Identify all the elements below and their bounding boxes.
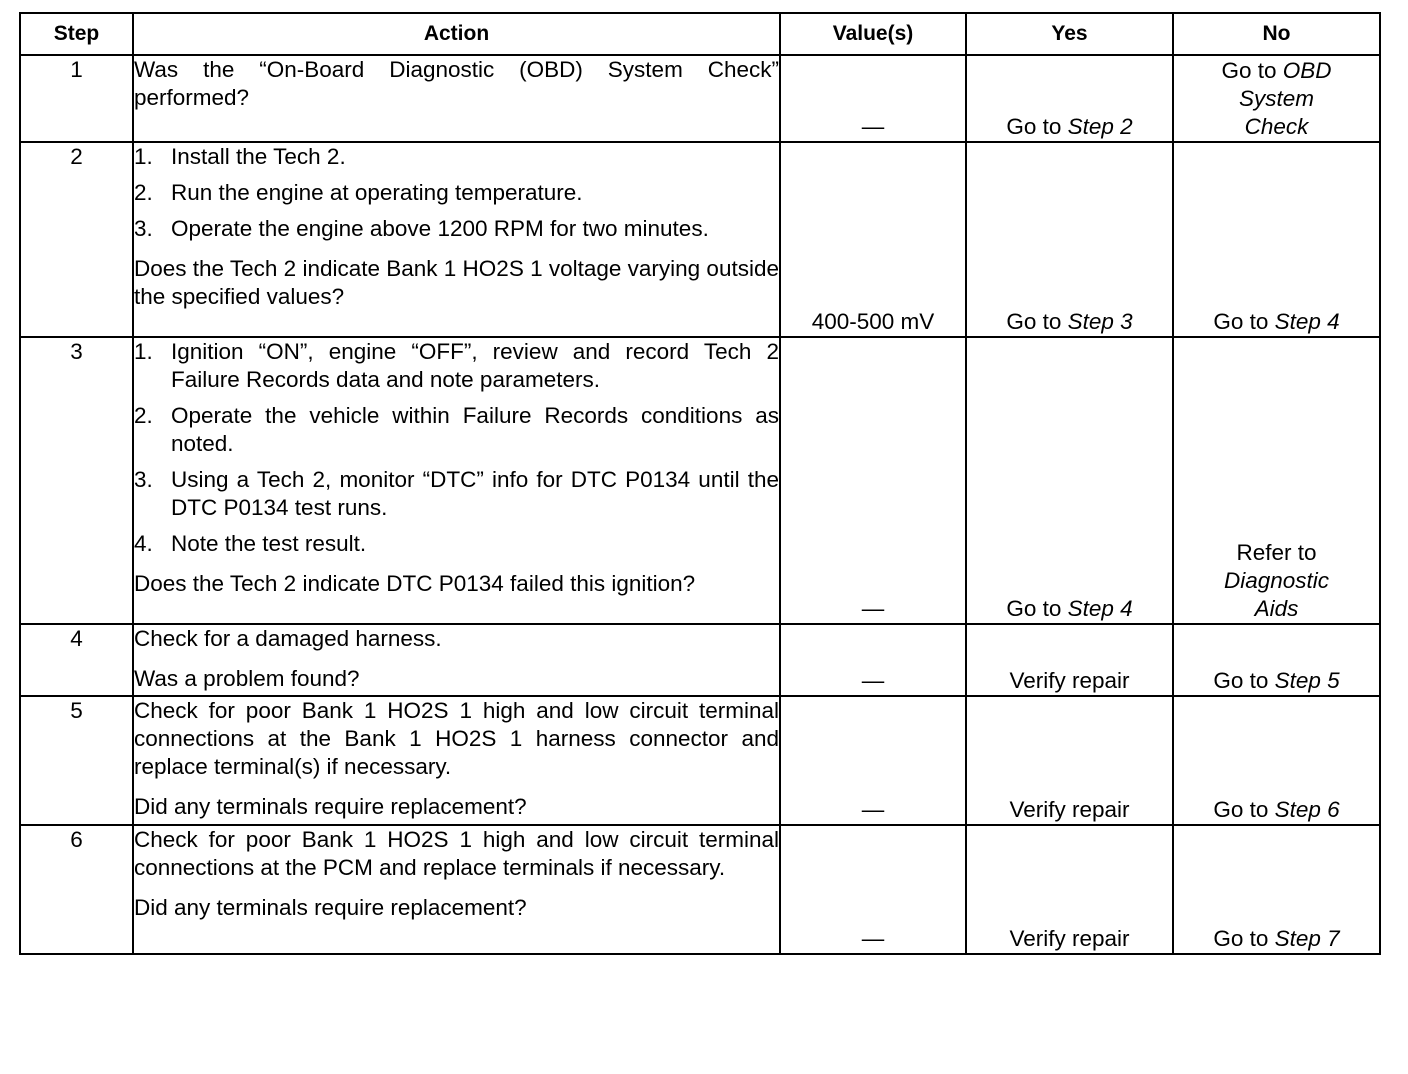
table-row <box>20 337 1380 624</box>
yes-cell: Verify repair <box>966 825 1173 954</box>
step-number: 5 <box>20 696 133 825</box>
header-values: Value(s) <box>780 13 966 55</box>
diagnostic-table <box>19 12 1381 955</box>
action-question: Was a problem found? <box>134 666 360 691</box>
action-instruction: Check for poor Bank 1 HO2S 1 high and low circuit terminal connections at the PCM and replace terminals if necessary. <box>134 827 779 880</box>
header-yes: Yes <box>966 13 1173 55</box>
header-action: Action <box>133 13 780 55</box>
list-item: 3. Using a Tech 2, monitor “DTC” info for DTC P0134 until the DTC P0134 test runs. <box>134 467 779 520</box>
action-cell <box>133 337 780 624</box>
list-item: 2. Run the engine at operating temperature. <box>134 180 583 205</box>
no-prefix: Go to OBD <box>1221 58 1332 83</box>
value-cell: — <box>780 55 966 142</box>
header-no: No <box>1173 13 1380 55</box>
action-instruction: Check for a damaged harness. <box>134 626 442 651</box>
no-step-link: Step 7 <box>1274 926 1340 951</box>
step-number: 3 <box>20 337 133 624</box>
action-question: Did any terminals require replacement? <box>134 794 527 819</box>
value-cell: — <box>780 696 966 825</box>
list-item: 1. Ignition “ON”, engine “OFF”, review and record Tech 2 Failure Records data and note parameters. <box>134 339 779 392</box>
yes-cell: Go to Step 4 <box>966 337 1173 624</box>
list-item: 4. Note the test result. <box>134 531 367 556</box>
action-list <box>134 143 779 243</box>
list-item: 3. Operate the engine above 1200 RPM for two minutes. <box>134 216 709 241</box>
no-ref-line: Diagnostic <box>1223 568 1330 593</box>
list-item: 2. Operate the vehicle within Failure Records conditions as noted. <box>134 403 779 456</box>
action-cell <box>133 55 780 142</box>
yes-step-link: Step 2 <box>1067 114 1133 139</box>
value-cell: — <box>780 337 966 624</box>
no-cell: Go to Step 5 <box>1173 624 1380 696</box>
no-ref-line: Aids <box>1254 596 1299 621</box>
no-ref-line: Check <box>1244 114 1309 139</box>
table-row <box>20 624 1380 696</box>
action-question: Does the Tech 2 indicate Bank 1 HO2S 1 voltage varying outside the specified values? <box>134 256 779 309</box>
yes-prefix: Go to <box>1006 114 1068 139</box>
no-step-link: Step 6 <box>1274 797 1340 822</box>
header-step: Step <box>20 13 133 55</box>
no-cell <box>1173 337 1380 624</box>
value-cell: — <box>780 825 966 954</box>
action-cell <box>133 696 780 825</box>
list-item: 1. Install the Tech 2. <box>134 144 346 169</box>
action-question: Did any terminals require replacement? <box>134 895 527 920</box>
table-row <box>20 696 1380 825</box>
no-cell: Go to Step 4 <box>1173 142 1380 337</box>
table-row <box>20 825 1380 954</box>
step-number: 1 <box>20 55 133 142</box>
action-cell <box>133 624 780 696</box>
table-row <box>20 55 1380 142</box>
yes-cell: Verify repair <box>966 624 1173 696</box>
step-number: 6 <box>20 825 133 954</box>
no-step-link: Step 5 <box>1274 668 1340 693</box>
no-cell <box>1173 55 1380 142</box>
yes-cell: Verify repair <box>966 696 1173 825</box>
value-cell: 400-500 mV <box>780 142 966 337</box>
action-question: Does the Tech 2 indicate DTC P0134 failed this ignition? <box>134 571 696 596</box>
yes-cell: Go to Step 3 <box>966 142 1173 337</box>
no-ref-line: System <box>1238 86 1314 111</box>
action-list <box>134 338 779 558</box>
yes-step-link: Step 3 <box>1067 309 1133 334</box>
no-ref-line: OBD <box>1282 58 1332 83</box>
action-question: Was the “On-Board Diagnostic (OBD) System Check” performed? <box>134 57 779 110</box>
no-cell: Go to Step 7 <box>1173 825 1380 954</box>
action-instruction: Check for poor Bank 1 HO2S 1 high and low circuit terminal connections at the Bank 1 HO2S 1 harness connector and replace terminal(s) if necessary. <box>134 698 779 779</box>
yes-step-link: Step 4 <box>1067 596 1133 621</box>
action-cell <box>133 142 780 337</box>
header-row <box>20 13 1380 55</box>
action-cell <box>133 825 780 954</box>
no-cell: Go to Step 6 <box>1173 696 1380 825</box>
no-prefix: Refer to <box>1236 540 1317 565</box>
no-step-link: Step 4 <box>1274 309 1340 334</box>
table-row <box>20 142 1380 337</box>
yes-cell <box>966 55 1173 142</box>
step-number: 2 <box>20 142 133 337</box>
value-cell: — <box>780 624 966 696</box>
step-number: 4 <box>20 624 133 696</box>
